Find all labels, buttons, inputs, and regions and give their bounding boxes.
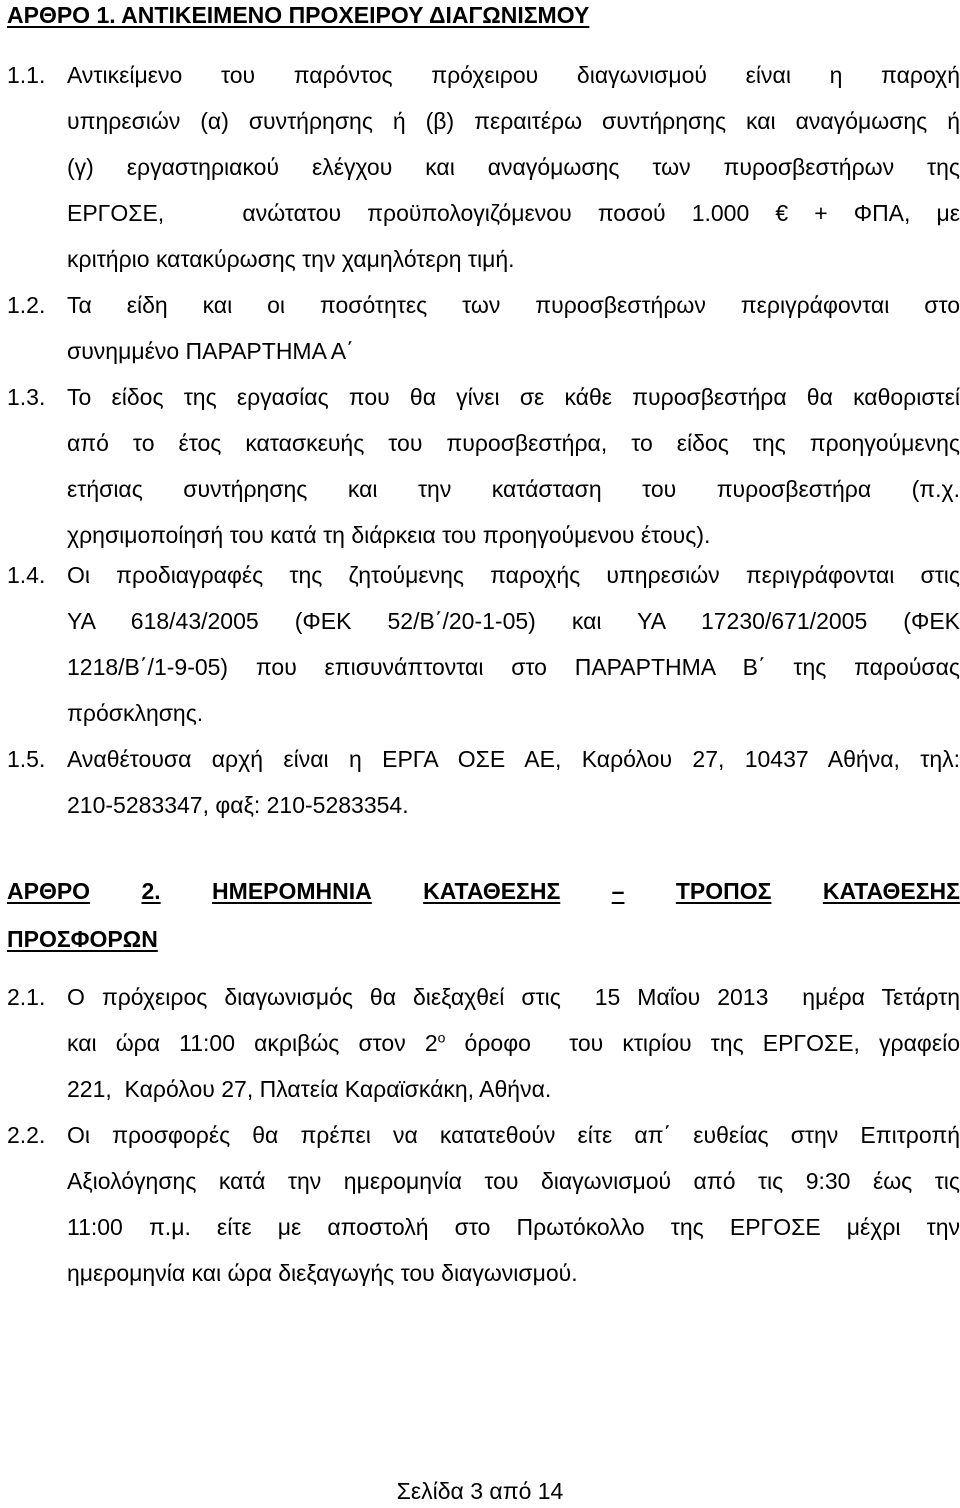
paragraph-line [67,1020,960,1066]
paragraph-line: Το είδος της εργασίας που θα γίνει σε κάθε πυροσβεστήρα θα καθοριστεί [67,384,960,410]
paragraph-number: 2.1. [7,984,46,1010]
paragraph-line: ΕΡΓΟΣΕ, ανώτατου προϋπολογιζόμενου ποσού 1.000 € + ΦΠΑ, με [67,200,960,226]
heading-word: ΗΜΕΡΟΜΗΝΙΑ [212,878,372,904]
paragraph-line: Αναθέτουσα αρχή είναι η ΕΡΓΑ ΟΣΕ ΑΕ, Καρόλου 27, 10437 Αθήνα, τηλ: [67,746,960,772]
paragraph-line: Οι προδιαγραφές της ζητούμενης παροχής υπηρεσιών περιγράφονται στις [67,562,960,588]
paragraph-line: (γ) εργαστηριακού ελέγχου και αναγόμωσης των πυροσβεστήρων της [67,154,960,180]
paragraph-line: Τα είδη και οι ποσότητες των πυροσβεστήρων περιγράφονται στο [67,292,960,318]
paragraph-line: Αντικείμενο του παρόντος πρόχειρου διαγωνισμού είναι η παροχή [67,62,960,88]
paragraph-line: ημερομηνία και ώρα διεξαγωγής του διαγωνισμού. [67,1260,578,1286]
paragraph-line: 221, Καρόλου 27, Πλατεία Καραϊσκάκη, Αθήνα. [67,1076,552,1102]
paragraph-line: ΥΑ 618/43/2005 (ΦΕΚ 52/Β΄/20-1-05) και ΥΑ 17230/671/2005 (ΦΕΚ [67,608,960,634]
paragraph-line: 1218/Β΄/1-9-05) που επισυνάπτονται στο ΠΑΡΑΡΤΗΜΑ Β΄ της παρούσας [67,654,960,680]
heading-word: ΚΑΤΑΘΕΣΗΣ [822,878,960,904]
paragraph-line: υπηρεσιών (α) συντήρησης ή (β) περαιτέρω συντήρησης και αναγόμωσης ή [67,108,960,134]
article-1-heading: ΑΡΘΡΟ 1. ΑΝΤΙΚΕΙΜΕΝΟ ΠΡΟΧΕΙΡΟΥ ΔΙΑΓΩΝΙΣΜΟΥ [7,2,590,28]
paragraph-line: Ο πρόχειρος διαγωνισμός θα διεξαχθεί στις 15 Μαΐου 2013 ημέρα Τετάρτη [67,984,960,1010]
text-segment: και ώρα 11:00 ακριβώς στον 2 [67,1030,438,1056]
page-number-footer: Σελίδα 3 από 14 [396,1478,564,1504]
heading-word: – [611,878,625,904]
paragraph-line: χρησιμοποίησή του κατά τη διάρκεια του προηγούμενου έτους). [67,522,711,548]
paragraph-line: συνημμένο ΠΑΡΑΡΤΗΜΑ Α΄ [67,338,354,364]
paragraph-line: ετήσιας συντήρησης και την κατάσταση του πυροσβεστήρα (π.χ. [67,476,960,502]
paragraph-number: 2.2. [7,1122,46,1148]
paragraph-line: 210-5283347, φαξ: 210-5283354. [67,792,409,818]
paragraph-line: 11:00 π.μ. είτε με αποστολή στο Πρωτόκολλο της ΕΡΓΟΣΕ μέχρι την [67,1214,960,1240]
paragraph-line: πρόσκλησης. [67,700,204,726]
paragraph-line: κριτήριο κατακύρωσης την χαμηλότερη τιμή. [67,246,515,272]
paragraph-number: 1.1. [7,62,46,88]
superscript: ο [437,1029,446,1046]
text-segment: όροφο του κτιρίου της ΕΡΓΟΣΕ, γραφείο [445,1030,960,1056]
heading-word: ΚΑΤΑΘΕΣΗΣ [423,878,561,904]
article-2-heading [7,878,960,905]
paragraph-number: 1.3. [7,384,46,410]
paragraph-line: από το έτος κατασκευής του πυροσβεστήρα, το είδος της προηγούμενης [67,430,960,456]
paragraph-number: 1.4. [7,562,46,588]
paragraph-number: 1.5. [7,746,46,772]
heading-word: ΑΡΘΡΟ [7,878,91,904]
paragraph-line: Αξιολόγησης κατά την ημερομηνία του διαγωνισμού από τις 9:30 έως τις [67,1168,960,1194]
heading-word: ΤΡΟΠΟΣ [675,878,772,904]
article-2-heading-line-2: ΠΡΟΣΦΟΡΩΝ [7,926,158,952]
paragraph-number: 1.2. [7,292,46,318]
heading-word: 2. [141,878,161,904]
paragraph-line: Οι προσφορές θα πρέπει να κατατεθούν είτε απ΄ ευθείας στην Επιτροπή [67,1122,960,1148]
